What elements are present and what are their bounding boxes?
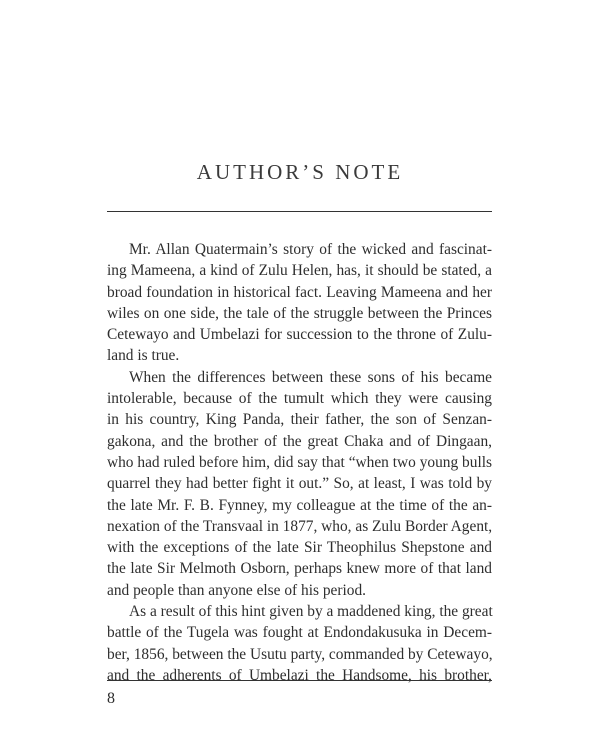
text-line: battle of the Tugela was fought at Endondakusuka in Decem- xyxy=(107,624,492,642)
text-line: ing Mameena, a kind of Zulu Helen, has, it should be stated, a xyxy=(107,262,492,280)
text-line: the late Mr. F. B. Fynney, my colleague at the time of the an- xyxy=(107,496,492,514)
text-line: wiles on one side, the tale of the struggle between the Princes xyxy=(107,304,492,322)
text-line: ber, 1856, between the Usutu party, commanded by Cetewayo, xyxy=(107,645,493,663)
top-rule xyxy=(107,211,492,212)
text-line: who had ruled before him, did say that “when two young bulls xyxy=(107,453,492,471)
text-line: Cetewayo and Umbelazi for succession to the throne of Zulu- xyxy=(107,326,492,344)
chapter-heading: AUTHOR’S NOTE xyxy=(196,160,404,184)
text-line: Mr. Allan Quatermain’s story of the wicked and fascinat- xyxy=(129,241,492,258)
text-line: intolerable, because of the tumult which they were causing xyxy=(107,390,492,408)
text-line: gakona, and the brother of the great Chaka and of Dingaan, xyxy=(107,432,492,450)
bottom-rule xyxy=(107,680,492,681)
text-line: nexation of the Transvaal in 1877, who, as Zulu Border Agent, xyxy=(107,517,493,535)
text-line: When the differences between these sons of his became xyxy=(129,368,492,386)
paragraph-2 xyxy=(107,367,492,601)
text-line: in his country, King Panda, their father, the son of Senzan- xyxy=(107,411,492,429)
paragraph-3 xyxy=(107,601,492,686)
text-line: the late Sir Melmoth Osborn, perhaps knew more of that land xyxy=(107,560,492,578)
text-line: land is true. xyxy=(107,347,180,365)
text-line: quarrel they had better fight it out.” So, at least, I was told by xyxy=(107,475,492,493)
text-line: As a result of this hint given by a maddened king, the great xyxy=(129,603,493,621)
text-line: and people than anyone else of his period. xyxy=(107,581,366,599)
paragraph-1 xyxy=(107,239,492,367)
text-line: and the adherents of Umbelazi the Handsome, his brother, xyxy=(107,666,492,684)
text-line: with the exceptions of the late Sir Theophilus Shepstone and xyxy=(107,539,492,557)
text-line: broad foundation in historical fact. Leaving Mameena and her xyxy=(107,283,492,301)
page-number: 8 xyxy=(107,690,115,707)
body-text xyxy=(107,239,492,686)
